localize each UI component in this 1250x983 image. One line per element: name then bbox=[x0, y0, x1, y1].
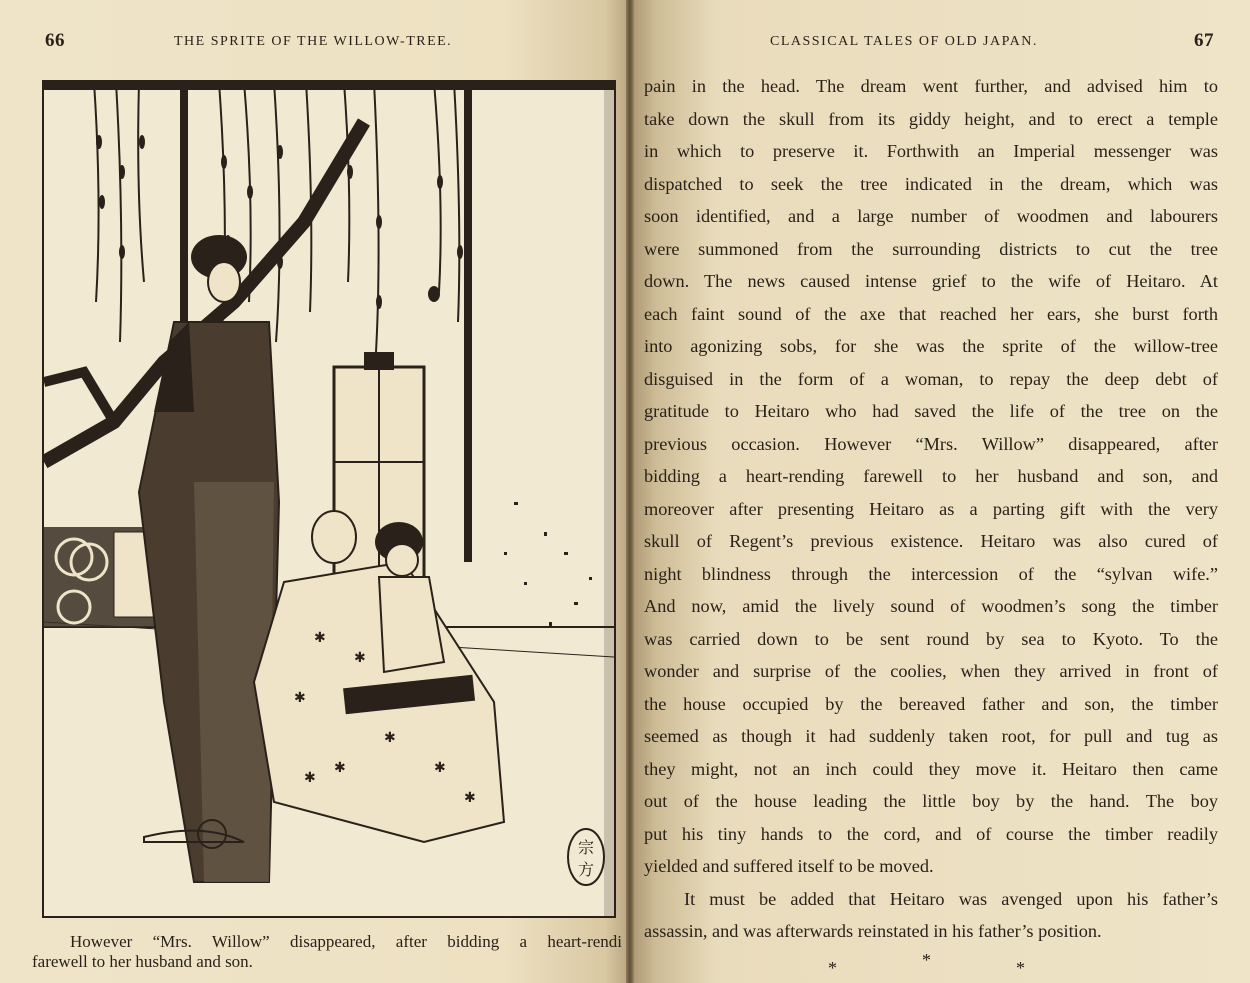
svg-text:✱: ✱ bbox=[304, 771, 316, 786]
text-line: gratitude to Heitaro who had saved the life of the tree on the bbox=[644, 401, 1218, 421]
body-text bbox=[644, 70, 1218, 948]
svg-text:✱: ✱ bbox=[384, 731, 396, 746]
text-line: the house occupied by the bereaved father and son, the timber bbox=[644, 693, 1218, 714]
svg-text:✱: ✱ bbox=[294, 691, 306, 706]
asterism: * bbox=[1016, 958, 1025, 978]
text-line: in which to preserve it. Forthwith an Imperial messenger was bbox=[644, 141, 1218, 161]
section-asterisms bbox=[820, 950, 1040, 980]
illustration-caption bbox=[32, 932, 622, 972]
text-line: moreover after presenting Heitaro as a parting gift with the very bbox=[644, 498, 1218, 519]
asterism: * bbox=[922, 950, 931, 970]
svg-text:✱: ✱ bbox=[354, 651, 366, 666]
text-line: into agonizing sobs, for she was the sprite of the willow-tree bbox=[644, 336, 1218, 356]
text-line: put his tiny hands to the cord, and of course the timber readily bbox=[644, 823, 1218, 844]
text-line: out of the house leading the little boy by the hand. The boy bbox=[644, 791, 1218, 811]
top-beam bbox=[44, 82, 614, 90]
willow-strands bbox=[94, 82, 459, 352]
text-line: they might, not an inch could they move it. Heitaro then came bbox=[644, 758, 1218, 779]
asterism: * bbox=[828, 958, 837, 978]
running-head-left: THE SPRITE OF THE WILLOW-TREE. bbox=[174, 34, 453, 49]
text-line: down. The news caused intense grief to the wife of Heitaro. At bbox=[644, 271, 1218, 291]
text-line: skull of Regent’s previous existence. Heitaro was also cured of bbox=[644, 531, 1218, 551]
text-line: pain in the head. The dream went further, and advised him to bbox=[644, 76, 1218, 96]
text-line: dispatched to seek the tree indicated in the dream, which was bbox=[644, 173, 1218, 194]
text-line: previous occasion. However “Mrs. Willow” disappeared, after bbox=[644, 433, 1218, 454]
svg-text:✱: ✱ bbox=[314, 631, 326, 646]
text-line: yielded and suffered itself to be moved. bbox=[644, 856, 934, 876]
woodblock-illustration bbox=[42, 80, 616, 918]
text-line: soon identified, and a large number of woodmen and labourers bbox=[644, 206, 1218, 226]
text-line: bidding a heart-rending farewell to her husband and son, and bbox=[644, 466, 1218, 486]
artist-seal bbox=[568, 829, 604, 885]
text-line: each faint sound of the axe that reached her ears, she burst forth bbox=[644, 303, 1218, 324]
willow-branch bbox=[44, 372, 114, 422]
svg-text:✱: ✱ bbox=[334, 761, 346, 776]
text-line: And now, amid the lively sound of woodmen’s song the timber bbox=[644, 596, 1218, 616]
text-line: take down the skull from its giddy height, and to erect a temple bbox=[644, 108, 1218, 129]
text-line: was carried down to be sent round by sea to Kyoto. To the bbox=[644, 628, 1218, 649]
text-line: were summoned from the surrounding districts to cut the tree bbox=[644, 238, 1218, 259]
running-head-right: CLASSICAL TALES OF OLD JAPAN. bbox=[770, 34, 1038, 49]
seal-glyph: 宗 bbox=[577, 838, 595, 857]
text-line: night blindness through the intercession of the “sylvan wife.” bbox=[644, 563, 1218, 584]
caption-line: farewell to her husband and son. bbox=[32, 952, 253, 971]
text-line: assassin, and was afterwards reinstated in his father’s position. bbox=[644, 921, 1102, 941]
svg-text:✱: ✱ bbox=[434, 761, 446, 776]
text-line: disguised in the form of a woman, to repay the deep debt of bbox=[644, 368, 1218, 389]
flying-wood-chips bbox=[504, 502, 592, 626]
child-figure bbox=[375, 522, 444, 672]
seal-glyph: 方 bbox=[577, 860, 595, 879]
text-line: wonder and surprise of the coolies, when they arrived in front of bbox=[644, 661, 1218, 681]
caption-line: However “Mrs. Willow” disappeared, after bidding a heart-rendi bbox=[70, 932, 622, 951]
page-number-right: 67 bbox=[1194, 30, 1214, 51]
text-line: seemed as though it had suddenly taken root, for pull and tug as bbox=[644, 726, 1218, 746]
text-line: It must be added that Heitaro was avenged upon his father’s bbox=[684, 888, 1218, 909]
page-number-left: 66 bbox=[45, 30, 65, 51]
book-gutter bbox=[626, 0, 634, 983]
svg-text:✱: ✱ bbox=[464, 791, 476, 806]
window-post-right bbox=[464, 82, 472, 562]
woman-figure bbox=[139, 235, 279, 882]
frame-shadow bbox=[604, 82, 614, 916]
illustration-drawing bbox=[44, 82, 614, 916]
